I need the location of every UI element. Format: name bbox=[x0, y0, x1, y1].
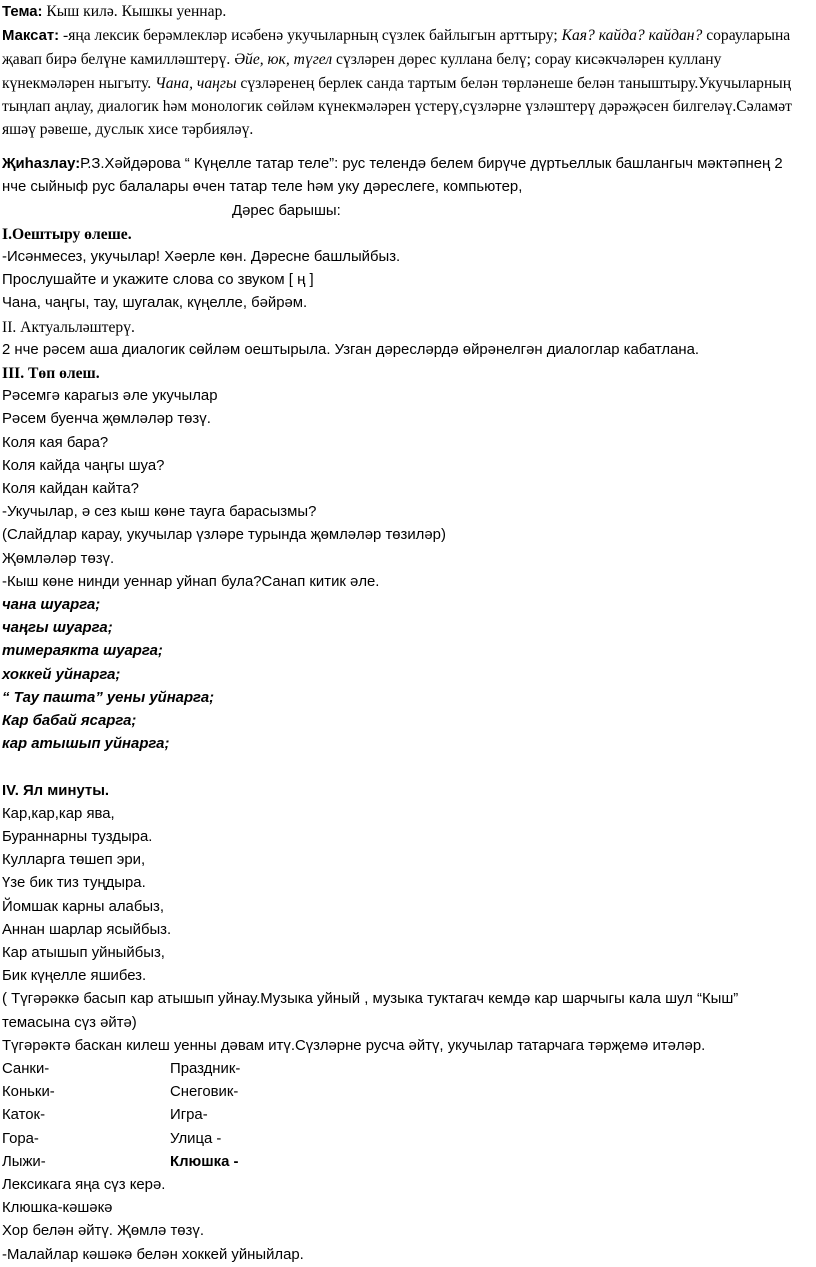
word-right: Клюшка - bbox=[170, 1153, 239, 1170]
equipment-paragraph bbox=[2, 153, 810, 199]
word-row bbox=[2, 1151, 816, 1174]
section-3-line: (Слайдлар карау, укучылар үзләре турында җөмләләр төзиләр) bbox=[2, 527, 446, 544]
goal-text-4: сүзләренең берлек санда тартым белән төрләнеше белән таныштыру.Укучыларның тыңлап аңлау, диалогик һәм монологик сөйләм күнекмәләрен үстерү,сүзләрне үзләштерү дәрәҗәсен билгеләү.Сәламәт яшәү рәвеше, дуслык хисе тәрбияләү. bbox=[2, 74, 792, 139]
section-3-line: -Укучылар, ә сез кыш көне тауга барасызмы? bbox=[2, 504, 317, 521]
section-3-line: Рәсем буенча җөмләләр төзү. bbox=[2, 411, 211, 428]
word-left: Коньки- bbox=[2, 1084, 55, 1101]
poem-line: Бураннарны туздыра. bbox=[2, 828, 153, 845]
section-3-line: Коля кайдан кайта? bbox=[2, 481, 139, 498]
word-row bbox=[2, 1128, 816, 1151]
poem-line: Аннан шарлар ясыйбыз. bbox=[2, 921, 172, 938]
section-1-heading: I.Оештыру өлеше. bbox=[2, 225, 132, 243]
poem-line: Йомшак карны алабыз, bbox=[2, 898, 165, 915]
activity-item: чаңгы шуарга; bbox=[2, 620, 113, 637]
lesson-title: Дәрес барышы: bbox=[232, 202, 341, 219]
goal-text-3: сүзләрен дөрес куллана белү; сорау кисәкчәләрен куллану күнекмәләрен ныгыту. bbox=[2, 51, 722, 92]
goal-italic-3: Чана, чаңгы bbox=[155, 74, 237, 92]
game-note: ( Түгәрәккә басып кар атышып уйнау.Музыка уйный , музыка туктагач кемдә кар шарчыгы кала шул “Кыш” темасына сүз әйтә) bbox=[2, 991, 739, 1031]
equipment-text: Р.З.Хәйдәрова “ Күңелле татар теле”: рус телендә белем бирүче дүртьеллык башлангыч мәктәпнең 2 нче сыйныф рус балалары өчен татар теле һәм уку дәреслеге, компьютер, bbox=[2, 156, 783, 196]
equipment-label: Җиһазлау: bbox=[2, 156, 81, 173]
goal-italic-1: Кая? кайда? кайдан? bbox=[561, 27, 703, 45]
word-right: Снеговик- bbox=[170, 1084, 239, 1101]
topic-label: Тема: bbox=[2, 4, 43, 20]
section-1-line: Чана, чаңгы, тау, шугалак, күңелле, бәйрәм. bbox=[2, 295, 308, 312]
closing-line: -Малайлар кәшәкә белән хоккей уйныйлар. bbox=[2, 1246, 304, 1263]
goal-label: Максат: bbox=[2, 28, 60, 45]
word-right: Улица - bbox=[170, 1130, 222, 1147]
section-4-heading: IV. Ял минуты. bbox=[2, 782, 110, 799]
section-3-line: Коля кая бара? bbox=[2, 434, 109, 451]
game-instruction: Түгәрәктә баскан килеш уенны дәвам итү.Сүзләрне русча әйтү, укучылар татарчага тәрҗемә итәләр. bbox=[2, 1037, 706, 1054]
section-3-line: Коля кайда чаңгы шуа? bbox=[2, 457, 165, 474]
topic-text: Кыш килә. Кышкы уеннар. bbox=[42, 3, 227, 20]
poem-line: Кар атышып уйныйбыз, bbox=[2, 944, 165, 961]
word-row bbox=[2, 1081, 816, 1104]
section-3-line: Җөмләләр төзү. bbox=[2, 550, 115, 567]
word-left: Каток- bbox=[2, 1107, 46, 1124]
goal-paragraph bbox=[2, 24, 810, 141]
activity-item: кар атышып уйнарга; bbox=[2, 736, 170, 753]
word-left: Гора- bbox=[2, 1130, 39, 1147]
activity-item: чана шуарга; bbox=[2, 597, 101, 614]
section-2-heading: II. Актуальләштерү. bbox=[2, 318, 135, 336]
activity-item: Кар бабай ясарга; bbox=[2, 713, 137, 730]
word-row bbox=[2, 1104, 816, 1127]
word-left: Лыжи- bbox=[2, 1153, 46, 1170]
section-1-line: -Исәнмесез, укучылар! Хәерле көн. Дәресне башлыйбыз. bbox=[2, 249, 401, 266]
word-row bbox=[2, 1058, 816, 1081]
activity-item: “ Тау пашта” уены уйнарга; bbox=[2, 689, 215, 706]
closing-line: Лексикага яңа сүз керә. bbox=[2, 1176, 166, 1193]
section-3-line: Рәсемгә карагыз әле укучылар bbox=[2, 388, 218, 405]
word-left: Санки- bbox=[2, 1060, 50, 1077]
goal-text-2: сорауларына җавап бирә белүне камилләштерү. bbox=[2, 27, 791, 69]
section-3-line: -Кыш көне нинди уеннар уйнап була?Санап китик әле. bbox=[2, 573, 380, 590]
closing-line: Хор белән әйтү. Җөмлә төзү. bbox=[2, 1223, 204, 1240]
section-1-line: Прослушайте и укажите слова со звуком [ ң ] bbox=[2, 272, 314, 289]
word-right: Праздник- bbox=[170, 1060, 241, 1077]
activity-item: хоккей уйнарга; bbox=[2, 666, 121, 683]
poem-line: Үзе бик тиз туңдыра. bbox=[2, 875, 146, 892]
word-right: Игра- bbox=[170, 1107, 208, 1124]
section-3-heading: III. Төп өлеш. bbox=[2, 365, 100, 383]
poem-line: Кар,кар,кар ява, bbox=[2, 805, 115, 822]
closing-line: Клюшка-кәшәкә bbox=[2, 1200, 113, 1217]
section-2-line: 2 нче рәсем аша диалогик сөйләм оештырыла. Узган дәресләрдә өйрәнелгән диалоглар кабатлана. bbox=[2, 341, 700, 358]
topic-line bbox=[2, 0, 810, 24]
poem-line: Кулларга төшеп эри, bbox=[2, 852, 146, 869]
poem-line: Бик күңелле яшибез. bbox=[2, 968, 147, 985]
activity-item: тимераякта шуарга; bbox=[2, 643, 163, 660]
goal-text-1: -яңа лексик берәмлекләр исәбенә укучыларның сүзлек байлыгын арттыру; bbox=[59, 27, 562, 45]
goal-italic-2: Әйе, юк, түгел bbox=[234, 51, 333, 69]
